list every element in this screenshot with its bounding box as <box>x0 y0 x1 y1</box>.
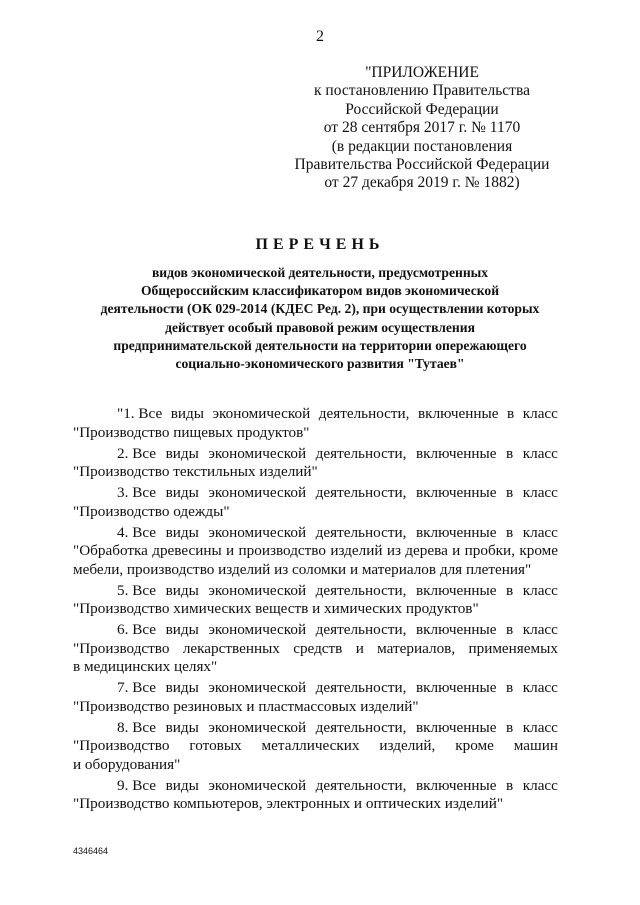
item-text: в <box>506 581 514 599</box>
item-text: в <box>506 718 514 736</box>
item-text: в медицинских целях" <box>73 658 218 675</box>
item-text: машин <box>513 737 558 754</box>
item-text: производство <box>238 542 326 559</box>
item-text: применяемых <box>468 639 558 657</box>
item-text: класс <box>522 405 558 422</box>
item-line <box>73 600 558 619</box>
item-text: деятельности, <box>318 405 410 422</box>
item-text: 5. Все <box>117 581 156 599</box>
item-text: виды <box>165 679 199 696</box>
list-item <box>73 777 558 814</box>
item-text: виды <box>165 484 199 501</box>
item-text: и <box>355 639 364 657</box>
item-text: металлических <box>261 737 360 754</box>
item-text: класс <box>522 484 558 501</box>
item-text: виды <box>165 523 199 541</box>
appendix-line: "ПРИЛОЖЕНИЕ <box>365 64 479 81</box>
document-id: 4346464 <box>73 846 109 856</box>
item-text: средств <box>293 639 343 657</box>
subtitle-line: действует особый правовой режим осуществления <box>165 319 475 335</box>
appendix-line: Правительства Российской Федерации <box>294 156 550 174</box>
item-text: изделий <box>330 542 383 559</box>
item-text: кроме <box>455 737 494 754</box>
item-line <box>73 658 558 677</box>
item-text: экономической <box>208 718 307 736</box>
item-line <box>73 405 558 424</box>
item-text: в <box>506 444 514 462</box>
item-text: деятельности, <box>315 444 407 462</box>
item-line <box>73 719 558 738</box>
appendix-header <box>272 64 572 193</box>
item-text: дерева <box>405 542 448 559</box>
item-text: 2. Все <box>117 444 156 462</box>
item-text: деятельности, <box>315 621 407 638</box>
item-line <box>73 524 558 543</box>
item-text: включенные <box>418 405 499 422</box>
item-text: древесины <box>152 542 222 559</box>
item-text: виды <box>165 581 199 599</box>
subtitle-line: видов экономической деятельности, предусмотренных <box>151 265 489 280</box>
item-line <box>73 777 558 796</box>
item-text: деятельности, <box>315 523 407 541</box>
item-text: класс <box>522 581 558 599</box>
appendix-line: к постановлению Правительства <box>314 82 530 100</box>
item-text: класс <box>522 523 558 541</box>
item-text: "Производство резиновых и пластмассовых изделий" <box>73 697 419 715</box>
item-text: виды <box>165 776 199 794</box>
item-text: включенные <box>415 444 497 462</box>
item-text: в <box>506 776 514 794</box>
list-item <box>73 405 558 442</box>
list-item <box>73 621 558 677</box>
item-text: 7. Все <box>117 679 156 696</box>
page-number: 2 <box>316 28 324 45</box>
item-text: деятельности, <box>315 776 407 794</box>
item-text: виды <box>165 621 199 638</box>
document-title: ПЕРЕЧЕНЬ <box>255 236 385 253</box>
item-text: 3. Все <box>117 484 156 501</box>
item-text: "Производство текстильных изделий" <box>73 463 318 480</box>
list-item <box>73 524 558 580</box>
item-text: класс <box>522 718 558 736</box>
item-text: "Производство одежды" <box>73 502 230 520</box>
item-text: включенные <box>415 776 497 794</box>
item-text: экономической <box>208 581 307 599</box>
item-text: класс <box>522 444 558 462</box>
item-text: готовых <box>189 737 242 754</box>
item-text: включенные <box>415 718 497 736</box>
item-line <box>73 484 558 503</box>
item-text: в <box>506 621 514 638</box>
item-text: экономической <box>208 484 307 501</box>
item-text: в <box>506 484 514 501</box>
item-line <box>73 542 558 561</box>
list-item <box>73 445 558 482</box>
item-text: пробки, <box>464 542 515 559</box>
subtitle-line: Общероссийским классификатором видов экономической <box>140 283 500 299</box>
item-line <box>73 756 558 775</box>
item-text: деятельности, <box>315 679 407 696</box>
list-item <box>73 679 558 716</box>
item-text: деятельности, <box>315 484 407 501</box>
list-item <box>73 719 558 775</box>
list-item <box>73 582 558 619</box>
item-text: экономической <box>208 776 307 794</box>
item-text: "Производство <box>73 639 170 657</box>
item-text: мебели, производство изделий из соломки и материалов для плетения" <box>73 560 532 578</box>
appendix-line: от 28 сентября 2017 г. № 1170 <box>323 119 521 137</box>
item-text: в <box>507 405 515 422</box>
item-line <box>73 698 558 717</box>
item-text: экономической <box>208 523 307 541</box>
item-text: 8. Все <box>117 718 156 736</box>
item-text: включенные <box>415 621 497 638</box>
item-text: экономической <box>208 679 307 696</box>
item-text: материалов, <box>377 639 456 657</box>
appendix-line: Российской Федерации <box>345 100 499 118</box>
item-line <box>73 621 558 640</box>
item-text: и <box>452 542 461 559</box>
item-text: экономической <box>212 405 311 422</box>
item-text: "1. Все <box>117 405 163 422</box>
item-line <box>73 424 558 443</box>
item-text: "Производство химических веществ и химических продуктов" <box>73 600 479 617</box>
item-line <box>73 737 558 756</box>
item-text: включенные <box>415 679 497 696</box>
item-text: и <box>226 542 235 559</box>
item-text: лекарственных <box>182 639 280 657</box>
item-text: "Обработка <box>73 542 148 559</box>
item-text: экономической <box>208 621 307 638</box>
item-text: в <box>506 523 514 541</box>
item-text: кроме <box>519 542 558 559</box>
item-line <box>73 445 558 464</box>
list-item <box>73 484 558 521</box>
item-text: деятельности, <box>315 718 407 736</box>
item-text: включенные <box>415 581 497 599</box>
item-text: виды <box>165 444 199 462</box>
item-text: в <box>506 679 514 696</box>
item-line <box>73 640 558 659</box>
appendix-line: (в редакции постановления <box>331 137 513 155</box>
item-line <box>73 582 558 601</box>
subtitle-line: предпринимательской деятельности на территории опережающего <box>113 337 527 353</box>
item-text: деятельности, <box>315 581 407 599</box>
item-text: 4. Все <box>117 523 156 541</box>
item-text: и оборудования" <box>73 755 181 773</box>
item-line <box>73 463 558 482</box>
item-line <box>73 679 558 698</box>
item-text: виды <box>170 405 204 422</box>
activity-list <box>73 405 558 816</box>
item-text: "Производство <box>73 737 170 754</box>
subtitle-line: социально-экономического развития "Тутаев" <box>175 356 465 372</box>
item-text: "Производство компьютеров, электронных и оптических изделий" <box>73 795 504 812</box>
item-text: класс <box>522 621 558 638</box>
item-text: 9. Все <box>117 776 156 794</box>
item-text: виды <box>165 718 199 736</box>
item-text: из <box>386 542 401 559</box>
item-text: "Производство пищевых продуктов" <box>73 423 310 441</box>
item-line <box>73 795 558 814</box>
item-line <box>73 561 558 580</box>
subtitle-line: деятельности (ОК 029-2014 (КДЕС Ред. 2), при осуществлении которых <box>100 301 540 317</box>
item-text: класс <box>522 679 558 696</box>
item-line <box>73 503 558 522</box>
item-text: экономической <box>208 444 307 462</box>
appendix-line: от 27 декабря 2019 г. № 1882) <box>324 174 520 192</box>
item-text: включенные <box>415 484 497 501</box>
item-text: включенные <box>415 523 497 541</box>
document-subtitle <box>60 264 580 373</box>
item-text: класс <box>522 776 558 794</box>
item-text: 6. Все <box>117 621 156 638</box>
item-text: изделий, <box>379 737 436 754</box>
